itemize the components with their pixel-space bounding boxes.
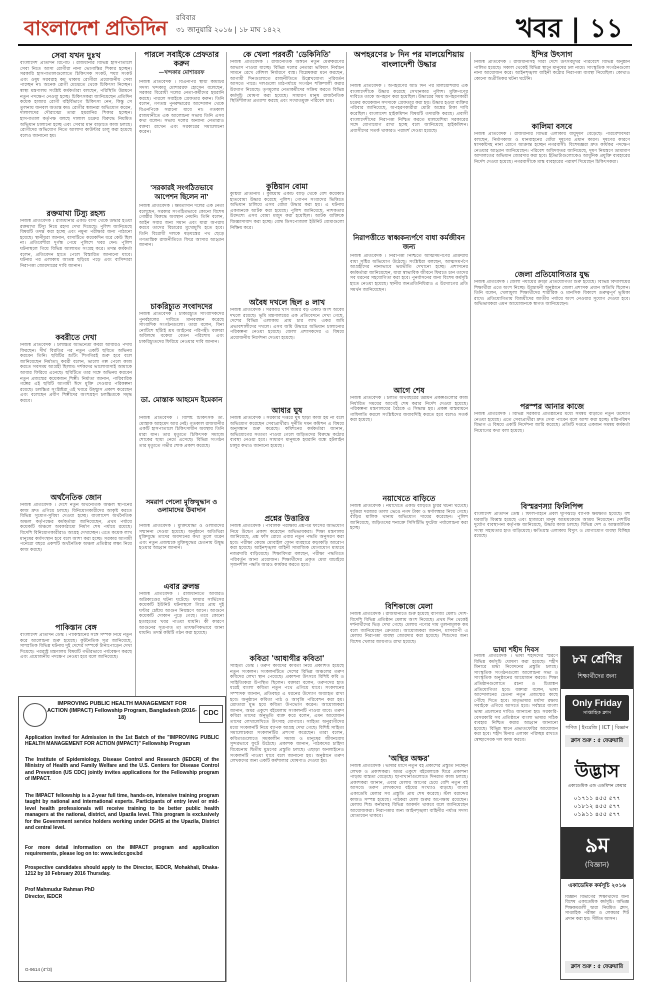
article-body: নিজস্ব প্রতিবেদক । সরকারি খাস জমির বড় একটি অংশ অবৈধ দখলে রয়েছে। ভূমি মন্ত্রণালয়ের এক প্রতিবেদনে দেখা গেছে, দেশের বিভিন্ন এলাকায় প্রায় চার লাখ একর জমি প্রভাবশালীদের দখলে। এসব জমি উদ্ধারে অভিযান চালানোর পরিকল্পনা নেওয়া হয়েছে। জেলা প্রশাসকদের এ বিষয়ে প্রয়োজনীয় নির্দেশনা দেওয়া হয়েছে। bbox=[230, 308, 344, 341]
article-body: নিজস্ব প্রতিবেদক । নিরাপত্তা নিশ্চিতে আত্মসমর্পণের প্রক্রিয়ায় বাধা সৃষ্টির অভিযোগ উঠেছে। সংশ্লিষ্টরা বলছেন, আত্মসমর্পণে আগ্রহীদের নানাভাবে ভয়ভীতি দেখানো হচ্ছে। প্রশাসনের কর্মকর্তারা জানিয়েছেন, যারা স্বাভাবিক জীবনে ফিরতে চান তাদের সব ধরনের সহযোগিতা করা হবে। পুনর্বাসনের জন্য বিশেষ কর্মসূচি হাতে নেওয়া হয়েছে। স্থানীয় জনপ্রতিনিধিরাও এ উদ্যোগের প্রতি সমর্থন জানিয়েছেন। bbox=[350, 254, 468, 293]
headline: কবরীতে দেখা bbox=[55, 333, 97, 342]
coaching-ad[interactable] bbox=[560, 646, 634, 980]
impact-ad-paragraph: For more detail information on the IMPACT program and application requirements, please log on to: www.iedcr.gov.bd bbox=[25, 845, 219, 858]
headline: ডা. মোস্তাক আহমেদ ইমেকান bbox=[140, 396, 223, 404]
article-body: নিজস্ব প্রতিবেদক । সরকারি দপ্তরে ঘুষ ছাড়া কাজ হয় না বলে অভিযোগ করেছেন সেবাপ্রার্থীরা। দুর্নীতি দমন কমিশন এ বিষয়ে অনুসন্ধান শুরু করেছে। কমিশনের কর্মকর্তারা জানান, অভিযোগের সত্যতা পাওয়া গেলে জড়িতদের বিরুদ্ধে কঠোর ব্যবস্থা নেওয়া হবে। সাধারণ মানুষকে হয়রানি বন্ধে হটলাইন চালুর কথাও জানানো হয়েছে। bbox=[230, 416, 344, 449]
article-body: নিজস্ব প্রতিবেদক । বিশিষ্ট চিকিৎসক ডা. মোস্তাক আহমেদ আর নেই। গতকাল রাজধানীর একটি হাসপাতালে চিকিৎসাধীন অবস্থায় তিনি মারা যান। তার মৃত্যুতে চিকিৎসক সমাজে শোকের ছায়া নেমে এসেছে। বিভিন্ন সংগঠন তার মৃত্যুতে গভীর শোক প্রকাশ করেছে। bbox=[139, 416, 224, 449]
ad-grade9: ৯ম bbox=[584, 833, 610, 857]
impact-ad-signatory-title: Director, IEDCR bbox=[25, 894, 63, 900]
ad-header-block bbox=[561, 647, 633, 689]
newspaper-logo: বাংলাদেশ প্রতিদিন bbox=[24, 16, 167, 40]
article-body: নিজস্ব প্রতিবেদক । ভাষার মাসে নতুন বই প্রকাশের প্রস্তুতি নিচ্ছেন লেখক ও প্রকাশকরা। অমর একুশে বইমেলাকে ঘিরে প্রকাশনা পাড়ায় ব্যস্ততা বেড়েছে। ছাপাখানাগুলোতে দিনরাত কাজ চলছে। প্রকাশকরা জানান, এবার মেলায় আগের চেয়ে বেশি নতুন বই আসবে। তরুণ লেখকদের বইয়ের সংখ্যাও বাড়ছে। বাংলা একাডেমি মেলার সব প্রস্তুতি প্রায় শেষ করেছে। স্টল বরাদ্দের কাজও সম্পন্ন হয়েছে। পাঠকরা মেলা শুরুর অপেক্ষায় রয়েছেন। মেলায় শিশু কর্নারসহ বিভিন্ন আকর্ষণ থাকবে বলে জানিয়েছেন আয়োজকরা। নিরাপত্তার জন্য আইনশৃঙ্খলা বাহিনীর পর্যাপ্ত সদস্য মোতায়েন থাকবে। bbox=[350, 764, 468, 820]
impact-ad-title: IMPROVING PUBLIC HEALTH MANAGEMENT FOR ACTION (IMPACT) Fellowship Program, Bangladesh (2016-18) bbox=[47, 701, 197, 721]
ad-grade8-sub: শিক্ষার্থীদের জন্য bbox=[577, 673, 617, 680]
ad-grade9-block bbox=[561, 827, 633, 879]
ad-phone[interactable]: ০১৭১১ ৪৫৫ ৫৭৭ bbox=[573, 795, 621, 802]
headline: সমরাণ পেলো মুক্তিযুদ্ধান ও ওলামাদের উবাদান bbox=[145, 498, 218, 514]
article-body: নিজস্ব প্রতিবেদক । চাকরিচ্যুত সাংবাদিকদের পুনর্বহালের দাবিতে মানববন্ধন করেছে সাংবাদিক সংগঠনগুলো। তারা বলেন, বিনা নোটিশে ছাঁটাই শ্রম আইনের পরিপন্থী। বক্তারা অবিলম্বে বকেয়া বেতন পরিশোধ এবং চাকরিচ্যুতদের ফিরিয়ে নেওয়ার দাবি জানান। bbox=[139, 312, 224, 345]
only-friday-sub: সাপ্তাহিক ক্লাস bbox=[582, 710, 612, 716]
ad-start-label: ক্লাস শুরু : ৫ ফেব্রুয়ারি bbox=[565, 735, 629, 747]
headline: কবিতা 'আধাগীর কবিতা' bbox=[249, 654, 325, 663]
headline: অবৈধ দখলে ছিল ৪ লাখ bbox=[249, 298, 325, 307]
column-rule bbox=[226, 52, 227, 982]
ad-subjects: গণিত | ইংরেজি | ICT | বিজ্ঞান bbox=[565, 725, 629, 731]
article-body: সাহিত্য ডেস্ক । তরুণ কবিদের কবিতা নিয়ে প্রকাশিত হয়েছে নতুন সংকলন। সংকলনটিতে দেশের বিভিন্ন অঞ্চলের তরুণ কবিদের লেখা স্থান পেয়েছে। প্রকাশনা উৎসবে বিশিষ্ট কবি ও সাহিত্যিকরা উপস্থিত ছিলেন। বক্তারা বলেন, তরুণদের হাত ধরেই বাংলা কবিতা নতুন পথে এগিয়ে যাবে। সংকলনের সম্পাদক জানান, প্রতিবছর এ ধরনের উদ্যোগ অব্যাহত রাখা হবে। অনুষ্ঠানে কবিতা পাঠ ও আবৃত্তি পরিবেশন করা হয়। শ্রোতারা মুগ্ধ হয়ে কবিতা উপভোগ করেন। আয়োজকরা জানান, অমর একুশে বইমেলায় সংকলনটি পাওয়া যাবে। তরুণ কবিরা তাদের অনুভূতি ব্যক্ত করে বলেন, এমন আয়োজন তাদের লেখালেখিতে উৎসাহ যোগাবে। সাহিত্য অনুরাগীদের মধ্যে সংকলনটি নিয়ে ব্যাপক আগ্রহ দেখা গেছে। বিশিষ্ট সাহিত্য সমালোচকরা সংকলনটির প্রশংসা করেছেন। তারা বলেন, কবিতাগুলোতে সমকালীন সমাজ ও মানুষের জীবনবোধ সুন্দরভাবে ফুটে উঠেছে। প্রকাশক জানান, পাঠকদের চাহিদা বিবেচনায় দ্বিতীয় মুদ্রণের প্রস্তুতি চলছে। এছাড়া অনলাইনেও সংকলনটি পাওয়া যাবে বলে জানানো হয়। অনুষ্ঠানে তরুণ লেখকদের জন্য একটি কর্মশালার ঘোষণাও দেওয়া হয়। bbox=[230, 664, 344, 765]
ad-grade9-line: একাডেমিক কর্মসূচি ২০১৬ bbox=[568, 883, 626, 889]
article-body: নিজস্ব প্রতিবেদক । বিএনপির স্থায়ী কমিটির সদস্য খন্দকার মোশাররফ হোসেন বলেছেন, সরকার বিরোধী দলের নেতা-কর্মীদের হয়রানি করছে। পারলে সবাইকে গ্রেফতার করুন। তিনি বলেন, গণতন্ত্র পুনরুদ্ধারের আন্দোলন থেকে বিএনপিকে সরানো যাবে না। গতকাল রাজধানীতে এক আলোচনা সভায় তিনি এসব কথা বলেন। সভায় দলের অন্যান্য নেতারাও বক্তব্য রাখেন এবং সরকারের সমালোচনা করেন। bbox=[139, 80, 224, 136]
ad-phone[interactable]: ০১৯১১ ৪৫৫ ৫৭৭ bbox=[573, 811, 621, 818]
headline: চাকরিচ্যুত সংবাদদের bbox=[150, 302, 213, 311]
byline: —খন্দকার মোশাররফ bbox=[158, 70, 205, 76]
section-title: খবর | ১১ bbox=[516, 14, 624, 44]
impact-ad-paragraph: The Institute of Epidemiology, Disease Control and Research (IEDCR) of the Ministry of Health and Family Welfare and the U.S. Centers for Disease Control and Prevention (US CDC) jointly invites applications for the Fellowship program of IMPACT. bbox=[25, 757, 219, 783]
headline: ইন্দির উৎসাগ bbox=[531, 50, 573, 59]
article-body: নিজস্ব প্রতিবেদক । রাজধানীর বিভিন্ন এলাকায় বায়ুদূষণ বেড়েছে। পরিবেশবিদরা বলছেন, নির্মাণকাজ ও যানবাহনের ধোঁয়া দূষণের প্রধান কারণ। দূষণের কারণে শ্বাসকষ্টসহ নানা রোগে আক্রান্ত হচ্ছেন নগরবাসী। বিশেষজ্ঞরা দ্রুত কার্যকর পদক্ষেপ নেওয়ার আহ্বান জানিয়েছেন। পরিবেশ অধিদফতর জানিয়েছে, দূষণ নিয়ন্ত্রণে ভ্রাম্যমাণ আদালতের অভিযান জোরদার করা হবে। ইটভাটাগুলোকেও আধুনিক প্রযুক্তি ব্যবহারের নির্দেশ দেওয়া হয়েছে। নগরবাসীকে মাস্ক ব্যবহারের পরামর্শ দিয়েছেন চিকিৎসকরা। bbox=[474, 132, 630, 165]
headline: ভাষা শহীদ দিবস bbox=[493, 646, 539, 654]
impact-ad-intro: Application invited for Admission in the 1st Batch of the "IMPROVING PUBLIC HEALTH MANAGEMENT FOR ACTION (IMPACT)" Fellowship Program bbox=[25, 735, 219, 748]
headline: জেলা প্রতিযোগিতার যুদ্ধ bbox=[514, 270, 590, 279]
headline: রক্তমাখা টিস্যু রহস্য bbox=[46, 209, 106, 218]
article-body: বাংলাদেশ প্রতিদিন রিপোর্ট । রাজধানীর বিভিন্ন হাসপাতালে সেবা নিতে আসা রোগীরা নানা ভোগান্তির শিকার হচ্ছেন। সরকারি হাসপাতালগুলোতে চিকিৎসক সংকট, শয্যা সংকট এবং ওষুধ সরবরাহ কম থাকায় রোগীরা প্রয়োজনীয় সেবা পাচ্ছেন না। অনেক রোগী মেঝেতে থেকে চিকিৎসা নিচ্ছেন। স্বাস্থ্য মন্ত্রণালয় সংশ্লিষ্ট কর্মকর্তারা বলছেন, পরিস্থিতি উন্নয়নে নতুন পদক্ষেপ নেওয়া হচ্ছে। চিকিৎসকরা জানিয়েছেন প্রতিদিন কয়েক হাজার রোগী বহির্বিভাগে চিকিৎসা নেন, কিন্তু সে তুলনায় জনবল অত্যন্ত কম। রোগীর স্বজনরা অভিযোগ করেন, দালালদের দৌরাত্ম্যে তারা হয়রানির শিকার হচ্ছেন। হাসপাতাল কর্তৃপক্ষ বলছে দালাল চক্রের বিরুদ্ধে নিয়মিত অভিযান চালানো হচ্ছে এবং সেবার মান বাড়াতে কাজ চলছে। রোগীদের অভিযোগ নিতে আলাদা কাউন্টার চালু করা হয়েছে বলেও জানানো হয়। bbox=[20, 61, 132, 139]
headline: বিস্মরণস্যা ফিলিপিন্স bbox=[520, 502, 584, 511]
article-body: নিজস্ব প্রতিবেদক । পাবলিক পরীক্ষায় প্রশ্নপত্র ফাঁসের অভিযোগ নিয়ে উদ্বেগ প্রকাশ করেছেন অভিভাবকরা। শিক্ষা মন্ত্রণালয় জানিয়েছে, প্রশ্ন ফাঁস রোধে এবার নতুন পদ্ধতি অনুসরণ করা হবে। পরীক্ষা কেন্দ্রে মোবাইল ফোন ব্যবহারে কড়াকড়ি আরোপ করা হয়েছে। আইনশৃঙ্খলা বাহিনী সামাজিক যোগাযোগ মাধ্যমে নজরদারি বাড়িয়েছে। শিক্ষাবিদরা বলছেন, পরীক্ষা পদ্ধতিতে পরিবর্তন আনা প্রয়োজন। শিক্ষার্থীদের প্রকৃত মেধা যাচাইয়ে সৃজনশীল পদ্ধতি আরও কার্যকর করতে হবে। bbox=[230, 524, 344, 569]
ad-grade8: ৮ম শ্রেণির bbox=[572, 652, 622, 666]
headline: কালিমা বসবে bbox=[531, 122, 573, 131]
article-body: নিজস্ব প্রতিবেদক । চলচ্চিত্র অভিনেত্রী কবরী আবারও পর্দায় ফিরছেন। দীর্ঘ বিরতির পর নতুন একটি ছবিতে অভিনয় করবেন তিনি। ছবিটির শুটিং শিগগিরই শুরু হবে বলে জানিয়েছেন নির্মাতা। কবরী বলেন, ভালো গল্প পেলে কাজ করতে সবসময় আগ্রহী ছিলাম। দর্শকদের ভালোবাসাই আমাকে আবার ফিরিয়ে এনেছে। ছবিটিতে তার সঙ্গে অভিনয় করবেন নতুন প্রজন্মের কয়েকজন শিল্পী। নির্মাতা জানান, পারিবারিক গল্পের এই ছবিটি আগামী ঈদে মুক্তি দেওয়ার পরিকল্পনা রয়েছে। চলচ্চিত্র সংশ্লিষ্টরা এই খবরে উচ্ছ্বাস প্রকাশ করেছেন এবং বলেছেন প্রবীণ শিল্পীদের অংশগ্রহণ চলচ্চিত্রকে সমৃদ্ধ করবে। bbox=[20, 343, 132, 404]
ad-brand-sub: একাডেমিক এন্ড এডমিশন কেয়ার bbox=[567, 784, 627, 789]
article-body: নিজস্ব প্রতিবেদক । রাজধানীর একটি বাসা থেকে উদ্ধার হওয়া রক্তমাখা টিস্যু নিয়ে রহস্য দেখা দিয়েছে। পুলিশ জানিয়েছে বিষয়টি তদন্ত করা হচ্ছে এবং নমুনা পরীক্ষার জন্য পাঠানো হয়েছে। স্থানীয়রা জানান, বাসাটিতে কয়েকদিন ধরে কেউ ছিল না। প্রতিবেশীরা দুর্গন্ধ পেয়ে পুলিশে খবর দেন। পুলিশ ঘটনাস্থলে গিয়ে বিভিন্ন আলামত সংগ্রহ করে। তদন্ত কর্মকর্তা বলেন, প্রতিবেদন হাতে পেলে বিস্তারিত জানানো যাবে। ঘটনার পর এলাকায় আতঙ্ক ছড়িয়ে পড়ে এবং বাসিন্দারা নিরাপত্তা জোরদারের দাবি জানান। bbox=[20, 219, 132, 269]
article-body: নিজস্ব প্রতিবেদক । অপহরণের আট দিন পর মালয়েশিয়ায় এক বাংলাদেশীকে উদ্ধার করেছে সেখানকার পুলিশ। মুক্তিপণের দাবিতে তাকে অপহরণ করা হয়েছিল। উদ্ধারের সময় অপহরণকারী চক্রের কয়েকজন সদস্যকে গ্রেফতার করা হয়। উদ্ধার হওয়া ব্যক্তির পরিবার জানিয়েছে, অপহরণকারীরা মোটা অঙ্কের টাকা দাবি করেছিল। বাংলাদেশ হাইকমিশন বিষয়টি তদারকি করছে। প্রবাসী বাংলাদেশীদের নিরাপত্তা নিশ্চিত করতে মালয়েশিয়া সরকারের সঙ্গে যোগাযোগ রাখা হচ্ছে বলে জানিয়েছে হাইকমিশন। প্রবাসীদের সতর্ক থাকারও পরামর্শ দেওয়া হয়েছে। bbox=[350, 84, 468, 134]
article-body: নিজস্ব প্রতিবেদক । ভাষা শহীদদের স্মরণে বিভিন্ন কর্মসূচি ঘোষণা করা হয়েছে। শহীদ মিনারে শ্রদ্ধা নিবেদনের প্রস্তুতি চলছে। সাংস্কৃতিক সংগঠনগুলো আলোচনা সভা ও সাংস্কৃতিক অনুষ্ঠানের আয়োজন করবে। শিক্ষা প্রতিষ্ঠানগুলোতে রচনা ও চিত্রাঙ্কন প্রতিযোগিতা হবে। বক্তারা বলেন, ভাষা আন্দোলনের চেতনা নতুন প্রজন্মের কাছে পৌঁছে দিতে হবে। মাতৃভাষার মর্যাদা রক্ষায় সবাইকে এগিয়ে আসতে হবে। সর্বস্তরে বাংলা ভাষা প্রচলনের দাবিও জানানো হয়। সরকারি-বেসরকারি সব প্রতিষ্ঠানে বাংলা ভাষার সঠিক ব্যবহার নিশ্চিত করার আহ্বান জানানো হয়েছে। বিভিন্ন স্থানে প্রভাতফেরির আয়োজন করা হবে। শহীদ মিনার এলাকা পরিচ্ছন্ন রাখতে স্বেচ্ছাসেবক দল কাজ করবে। bbox=[474, 654, 558, 743]
ad-grade9-sub: (বিজ্ঞান) bbox=[584, 861, 610, 869]
header-rule bbox=[18, 44, 632, 46]
headline: কে খেলা পরবর্তী 'ডেকিনিতি' bbox=[243, 50, 331, 59]
headline: নিরাপত্তীতে স্বাধ্বকন্যর্পণে বাধা কর্মজীবন জন্য bbox=[353, 234, 465, 251]
column-rule bbox=[470, 52, 471, 982]
headline: নয়াখেতে বাড়িতে bbox=[382, 494, 436, 503]
government-seal-icon bbox=[23, 703, 47, 727]
headline: বিশিকাজে মেলা bbox=[385, 602, 433, 611]
impact-fellowship-ad[interactable] bbox=[18, 696, 226, 982]
impact-ad-paragraph: The IMPACT fellowship is a 2-year full time, hands-on, intensive training program taught by national and international experts. Participants of entry level or mid-level health professionals will receive training to be better public health managers at the national, district, and Upazila level. This program is exclusively for the Government service holders working under DGHS at the Upazila, District and central level. bbox=[25, 793, 219, 832]
headline: 'সরকারই সংগঠিতভাবে আপেশন ছিলেন না' bbox=[150, 184, 213, 201]
article-body: নিজস্ব প্রতিবেদক । নয়াখেতে একটি বাড়িতে চুরির ঘটনা ঘটেছে। দুর্বৃত্তরা দরজার তালা ভেঙে নগদ টাকা ও স্বর্ণালঙ্কার নিয়ে গেছে। বাড়ির মালিক থানায় অভিযোগ দায়ের করেছেন। পুলিশ জানিয়েছে, জড়িতদের শনাক্তে সিসিটিভি ফুটেজ পর্যালোচনা করা হচ্ছে। bbox=[350, 504, 468, 532]
article-body: নিজস্ব প্রতিবেদক । রাজধানীতে আবারও অগ্নিকাণ্ডের ঘটনা ঘটেছে। ফায়ার সার্ভিসের কয়েকটি ইউনিট ঘটনাস্থলে গিয়ে প্রায় দুই ঘণ্টার চেষ্টায় আগুন নিয়ন্ত্রণে আনে। আগুনে কয়েকটি দোকান পুড়ে গেছে। তবে কোনো হতাহতের খবর পাওয়া যায়নি। কী কারণে আগুনের সূত্রপাত তা তাৎক্ষণিকভাবে জানা যায়নি। তদন্ত কমিটি গঠন করা হয়েছে। bbox=[139, 592, 224, 637]
ad-brand: উদ্ভাস bbox=[574, 761, 620, 782]
only-friday-badge bbox=[565, 695, 629, 721]
article-body: নিজস্ব প্রতিবেদক । দেশে নতুন অর্থনৈতিক অঞ্চল স্থাপনের কাজ দ্রুত এগিয়ে চলছে। বিনিয়োগকারীদের আকৃষ্ট করতে বিভিন্ন সুযোগ-সুবিধা দেওয়া হচ্ছে। বাংলাদেশ অর্থনৈতিক অঞ্চল কর্তৃপক্ষের কর্মকর্তারা জানিয়েছেন, প্রথম পর্যায়ে কয়েকটি অঞ্চলে অবকাঠামো নির্মাণ শেষ পর্যায়ে রয়েছে। বিদেশি বিনিয়োগকারীরাও আগ্রহ দেখাচ্ছেন। এতে কয়েক লাখ মানুষের কর্মসংস্থান হবে বলে আশা করা হচ্ছে। সরকার আগামী পনেরো বছরে একশটি অর্থনৈতিক অঞ্চল প্রতিষ্ঠার লক্ষ্য নিয়ে কাজ করছে। bbox=[20, 503, 132, 553]
article-body: বাংলাদেশ প্রতিদিন ডেস্ক । ফিলিপাইনে প্রবল ঘূর্ণিঝড়ে ব্যাপক ক্ষয়ক্ষতি হয়েছে। বহু ঘরবাড়ি বিধ্বস্ত হয়েছে এবং হাজারো মানুষ আশ্রয়কেন্দ্রে আশ্রয় নিয়েছেন। দেশটির দুর্যোগ ব্যবস্থাপনা কর্তৃপক্ষ জানিয়েছে, উদ্ধার কাজ চলছে। বিভিন্ন দেশ ও আন্তর্জাতিক সংস্থা সহায়তার হাত বাড়িয়েছে। ক্ষতিগ্রস্ত এলাকায় বিদ্যুৎ ও যোগাযোগ ব্যবস্থা বিচ্ছিন্ন রয়েছে। bbox=[474, 512, 630, 540]
issue-date: ৩১ জানুয়ারি ২০১৬ | ১৮ মাঘ ১৪২২ bbox=[176, 26, 281, 34]
headline: পাকিস্তান বেঙ্গ bbox=[55, 623, 97, 632]
headline: আগে শেষ bbox=[393, 386, 425, 395]
headline: কুষ্ঠিয়ান বোমা bbox=[266, 182, 308, 191]
ad-phone[interactable]: ০১৮১২ ৪৫৫ ৫৭৭ bbox=[573, 803, 621, 810]
article-body: নিজস্ব প্রতিবেদক । রাজধানীতে শুরু হয়েছে বাণিজ্য মেলা। দেশি-বিদেশি বিভিন্ন প্রতিষ্ঠান মেলায় অংশ নিয়েছে। প্রথম দিন থেকেই দর্শনার্থীদের ভিড় দেখা গেছে। মেলায় পণ্যের দাম তুলনামূলক কম বলে জানিয়েছেন ক্রেতারা। আয়োজকরা জানান, মাসব্যাপী এ মেলায় নিরাপত্তা ব্যবস্থা জোরদার করা হয়েছে। শিশুদের জন্য বিশেষ খেলার জায়গাও রাখা হয়েছে। bbox=[350, 612, 468, 645]
column-rule bbox=[346, 52, 347, 982]
article-body: নিজস্ব প্রতিবেদক । বিভিন্ন সরকারি প্রতিষ্ঠানের মধ্যে সমন্বয় বাড়াতে নতুন উদ্যোগ নেওয়া হয়েছে। এতে সেবাপ্রার্থীরা দ্রুত সেবা পাবেন বলে আশা করা হচ্ছে। মন্ত্রিপরিষদ বিভাগ এ বিষয়ে একটি নির্দেশনা জারি করেছে। প্রতিটি দপ্তরে একজন সমন্বয় কর্মকর্তা নিয়োগের কথা বলা হয়েছে। bbox=[474, 412, 630, 434]
headline: পরস্পর আনার কাজে bbox=[520, 402, 584, 411]
article-body: নিজস্ব প্রতিবেদক । চলতি অর্থবছরের উন্নয়ন প্রকল্পগুলোর কাজ নির্ধারিত সময়ের আগেই শেষ করার নির্দেশ দেওয়া হয়েছে। পরিকল্পনা মন্ত্রণালয়ের বৈঠকে এ সিদ্ধান্ত হয়। প্রকল্প বাস্তবায়নে গাফিলতি করলে সংশ্লিষ্টদের জবাবদিহি করতে হবে বলেও সতর্ক করা হয়েছে। bbox=[350, 396, 468, 424]
headline: অপহরণের ৮ দিন পর মালয়েশিয়ায় বাংলাদেশী উদ্ধার bbox=[353, 50, 465, 69]
ad-details: বিজ্ঞান বিভাগের শিক্ষার্থীদের জন্য বিশেষ একাডেমিক কর্মসূচি। অভিজ্ঞ শিক্ষকমণ্ডলী দ্বারা নিয়মিত ক্লাস, সাপ্তাহিক পরীক্ষা ও লেকচার শিট প্রদান করা হয়। সীমিত আসন। bbox=[565, 895, 629, 922]
ad-phones bbox=[565, 795, 629, 819]
cdc-logo: CDC bbox=[199, 705, 223, 723]
impact-ad-code: G-9614 (4"/3) bbox=[25, 967, 53, 972]
article-body: নিজস্ব প্রতিবেদক । রাজনৈতিক অঙ্গনে নতুন মেরুকরণের আভাস পাওয়া যাচ্ছে। বিভিন্ন দলের নেতারা ভবিষ্যৎ নির্বাচন সামনে রেখে কৌশল নির্ধারণে ব্যস্ত। বিশ্লেষকরা মনে করছেন, আগামী দিনগুলোতে রাজনীতিতে উল্লেখযোগ্য পরিবর্তন আসতে পারে। দলগুলো মাঠপর্যায়ে সংগঠন শক্তিশালী করার উদ্যোগ নিয়েছে। তৃণমূলের নেতাকর্মীদের সক্রিয় করতে বিভিন্ন কর্মসূচি ঘোষণা করা হয়েছে। সাধারণ মানুষ রাজনৈতিক স্থিতিশীলতা প্রত্যাশা করছে এবং সংঘাতমুক্ত পরিবেশ চায়। bbox=[230, 60, 344, 105]
only-friday-label: Only Friday bbox=[572, 698, 622, 708]
impact-ad-signatory: Prof Mahmudur Rahman PhD bbox=[25, 887, 95, 893]
headline: অর্থনৈতিক জোন bbox=[50, 493, 102, 502]
headline: এবার ব্রুলন্ত bbox=[163, 582, 200, 591]
article-body: নিজস্ব প্রতিবেদক । ক্ষমতাসীন দলের এক নেতা বলেছেন, সরকার সংগঠিতভাবে কোনো বিশেষ গোষ্ঠীর বিরুদ্ধে অবস্থান নেয়নি। তিনি বলেন, আইন সবার জন্য সমান এবং যারা অপরাধ করবে তাদের বিচারের মুখোমুখি হতে হবে। তিনি বিরোধী দলকে ষড়যন্ত্রের পথ ছেড়ে গণতান্ত্রিক রাজনীতিতে ফিরে আসার আহ্বান জানান। bbox=[139, 204, 224, 249]
article-body: বাংলাদেশ প্রতিদিন ডেস্ক । পাকিস্তানের সঙ্গে সম্পর্ক নিয়ে নতুন করে আলোচনা শুরু হয়েছে। কূটনৈতিক সূত্র জানিয়েছে, সাম্প্রতিক বিভিন্ন ঘটনায় দুই দেশের সম্পর্কে টানাপোড়েন দেখা দিয়েছে। পররাষ্ট্র মন্ত্রণালয় বিষয়টি গভীরভাবে পর্যবেক্ষণ করছে এবং প্রয়োজনীয় পদক্ষেপ নেওয়া হবে বলে জানিয়েছে। bbox=[20, 633, 132, 661]
article-body: নিজস্ব প্রতিবেদক । মুক্তিযোদ্ধা ও ওলামাদের সম্মাননা দেওয়া হয়েছে। অনুষ্ঠানে অতিথিরা মুক্তিযুদ্ধে তাদের অবদানের কথা তুলে ধরেন এবং নতুন প্রজন্মকে মুক্তিযুদ্ধের চেতনায় উদ্বুদ্ধ হওয়ার আহ্বান জানান। bbox=[139, 524, 224, 552]
headline: পারলে সবাইকে প্রেফতার করুন bbox=[144, 50, 219, 68]
headline: আধার ঘুষ bbox=[271, 406, 303, 415]
headline: সেবা যখন দুঃখ bbox=[51, 51, 101, 60]
issue-day: রবিবার bbox=[176, 14, 196, 22]
impact-ad-paragraph: Prospective candidates should apply to the Director, IEDCR, Mohakhali, Dhaka-1212 by 10 February 2016 Thursday. bbox=[25, 865, 219, 878]
article-body: নিজস্ব প্রতিবেদক । রাজধানীসহ সারা দেশে উৎসবমুখর পরিবেশে বিভিন্ন অনুষ্ঠান পালিত হয়েছে। সকাল থেকেই বিভিন্ন স্থানে মানুষের ঢল নামে। সাংস্কৃতিক সংগঠনগুলো নানা আয়োজন করে। আইনশৃঙ্খলা বাহিনী কঠোর নিরাপত্তা ব্যবস্থা নিয়েছিল। কোথাও কোনো অপ্রীতিকর ঘটনা ঘটেনি। bbox=[474, 60, 630, 82]
headline: 'অস্থির অক্ষর' bbox=[388, 754, 430, 763]
article-body: কুষ্টিয়া প্রতিনিধি । কুষ্টিয়ায় একটি বাড়ি থেকে বেশ কয়েকটি হাতবোমা উদ্ধার করেছে পুলিশ। গোপন সংবাদের ভিত্তিতে অভিযান চালিয়ে এসব বোমা উদ্ধার করা হয়। এ ঘটনায় একজনকে আটক করা হয়েছে। পুলিশ জানিয়েছে, নাশকতার উদ্দেশ্যে এসব বোমা মজুদ করা হয়েছিল। আটক ব্যক্তিকে জিজ্ঞাসাবাদ করা হচ্ছে। বোম্ব ডিসপোজাল ইউনিট বোমাগুলো নিষ্ক্রিয় করে। bbox=[230, 192, 344, 231]
article-body: নিজস্ব প্রতিবেদক । জেলা পর্যায়ের ক্রীড়া প্রতিযোগিতা শুরু হয়েছে। বিভিন্ন বিদ্যালয়ের শিক্ষার্থীরা এতে অংশ নিচ্ছে। উদ্বোধনী অনুষ্ঠানে জেলা প্রশাসক প্রধান অতিথি ছিলেন। তিনি বলেন, খেলাধুলা শিক্ষার্থীদের শারীরিক ও মানসিক বিকাশে গুরুত্বপূর্ণ ভূমিকা রাখে। প্রতিযোগিতায় বিজয়ীদের জাতীয় পর্যায়ে অংশ নেওয়ার সুযোগ দেওয়া হবে। অভিভাবকরা এমন আয়োজনকে স্বাগত জানিয়েছেন। bbox=[474, 280, 630, 308]
ad-class-start: ক্লাস শুরু : ৫ ফেব্রুয়ারি bbox=[565, 961, 629, 973]
headline: প্রশ্নের উত্তারিত্ত bbox=[264, 514, 310, 523]
